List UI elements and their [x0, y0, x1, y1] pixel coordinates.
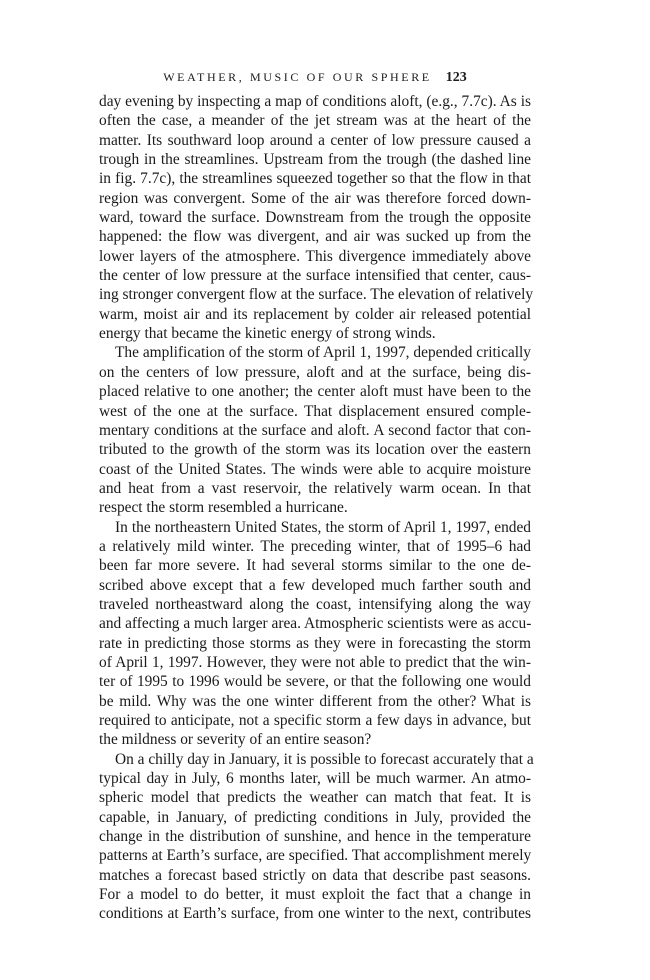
text-line: often the case, a meander of the jet stream was at the heart of the [99, 112, 531, 130]
text-line: traveled northeastward along the coast, intensifying along the way [99, 595, 531, 613]
text-line: the center of low pressure at the surface intensified that center, caus- [99, 267, 531, 285]
text-line: and heat from a vast reservoir, the relatively warm ocean. In that [99, 479, 531, 497]
text-line: patterns at Earth’s surface, are specified. That accomplishment merely [99, 847, 532, 865]
text-line: been far more severe. It had several storms similar to the one de- [99, 557, 531, 575]
text-line: warm, moist air and its replacement by colder air released potential [99, 305, 531, 323]
running-head [99, 70, 531, 86]
text-line: matter. Its southward loop around a center of low pressure caused a [99, 131, 531, 149]
text-line: matches a forecast based strictly on data that describe past seasons. [99, 866, 531, 884]
text-line: tributed to the growth of the storm was its location over the eastern [99, 441, 531, 459]
text-line: conditions at Earth’s surface, from one winter to the next, contributes [99, 905, 531, 923]
text-line: placed relative to one another; the center aloft must have been to the [99, 383, 531, 401]
text-line: In the northeastern United States, the storm of April 1, 1997, ended [115, 518, 531, 536]
text-line: day evening by inspecting a map of conditions aloft, (e.g., 7.7c). As is [99, 93, 531, 110]
text-line: in fig. 7.7c), the streamlines squeezed together so that the flow in that [99, 170, 531, 188]
paragraph [99, 92, 534, 343]
text-line: For a model to do better, it must exploit the fact that a change in [99, 886, 531, 904]
text-line: on the centers of low pressure, aloft and at the surface, being dis- [99, 363, 531, 381]
text-line: coast of the United States. The winds were able to acquire moisture [99, 460, 531, 478]
text-line: spheric model that predicts the weather can match that feat. It is [99, 789, 531, 807]
text-line: energy that became the kinetic energy of strong winds. [99, 325, 436, 343]
paragraph [99, 518, 531, 750]
paragraph [99, 750, 534, 924]
text-line: ter of 1995 to 1996 would be severe, or that the following one would [99, 673, 531, 691]
text-line: the mildness or severity of an entire season? [99, 731, 372, 749]
text-line: ing stronger convergent flow at the surface. The elevation of relatively [99, 286, 534, 304]
text-line: scribed above except that a few developed much farther south and [99, 576, 531, 594]
running-title: WEATHER, MUSIC OF OUR SPHERE [163, 70, 432, 84]
text-line: change in the distribution of sunshine, and hence in the temperature [99, 828, 531, 846]
page-number: 123 [445, 70, 467, 85]
text-line: capable, in January, of predicting conditions in July, provided the [99, 808, 531, 826]
text-line: and affecting a much larger area. Atmospheric scientists were as accu- [99, 615, 532, 633]
text-line: region was convergent. Some of the air was therefore forced down- [99, 189, 531, 207]
text-line: On a chilly day in January, it is possible to forecast accurately that a [115, 750, 534, 768]
text-line: a relatively mild winter. The preceding winter, that of 1995–6 had [99, 537, 531, 555]
text-line: The amplification of the storm of April 1, 1997, depended critically [115, 344, 531, 362]
text-line: happened: the flow was divergent, and air was sucked up from the [99, 228, 531, 246]
text-line: respect the storm resembled a hurricane. [99, 499, 348, 517]
text-line: west of the one at the surface. That displacement ensured comple- [99, 402, 531, 420]
paragraph [99, 343, 531, 517]
text-line: be mild. Why was the one winter different from the other? What is [99, 692, 531, 710]
text-line: of April 1, 1997. However, they were not able to predict that the win- [99, 653, 531, 671]
text-line: ward, toward the surface. Downstream from the trough the opposite [99, 209, 531, 227]
body-text [99, 92, 534, 924]
text-line: rate in predicting those storms as they were in forecasting the storm [99, 634, 531, 652]
text-line: typical day in July, 6 months later, will be much warmer. An atmo- [99, 770, 531, 788]
text-line: mentary conditions at the surface and aloft. A second factor that con- [99, 421, 531, 439]
text-line: required to anticipate, not a specific storm a few days in advance, but [99, 712, 531, 729]
text-line: trough in the streamlines. Upstream from the trough (the dashed line [99, 151, 531, 169]
text-line: lower layers of the atmosphere. This divergence immediately above [99, 247, 531, 265]
